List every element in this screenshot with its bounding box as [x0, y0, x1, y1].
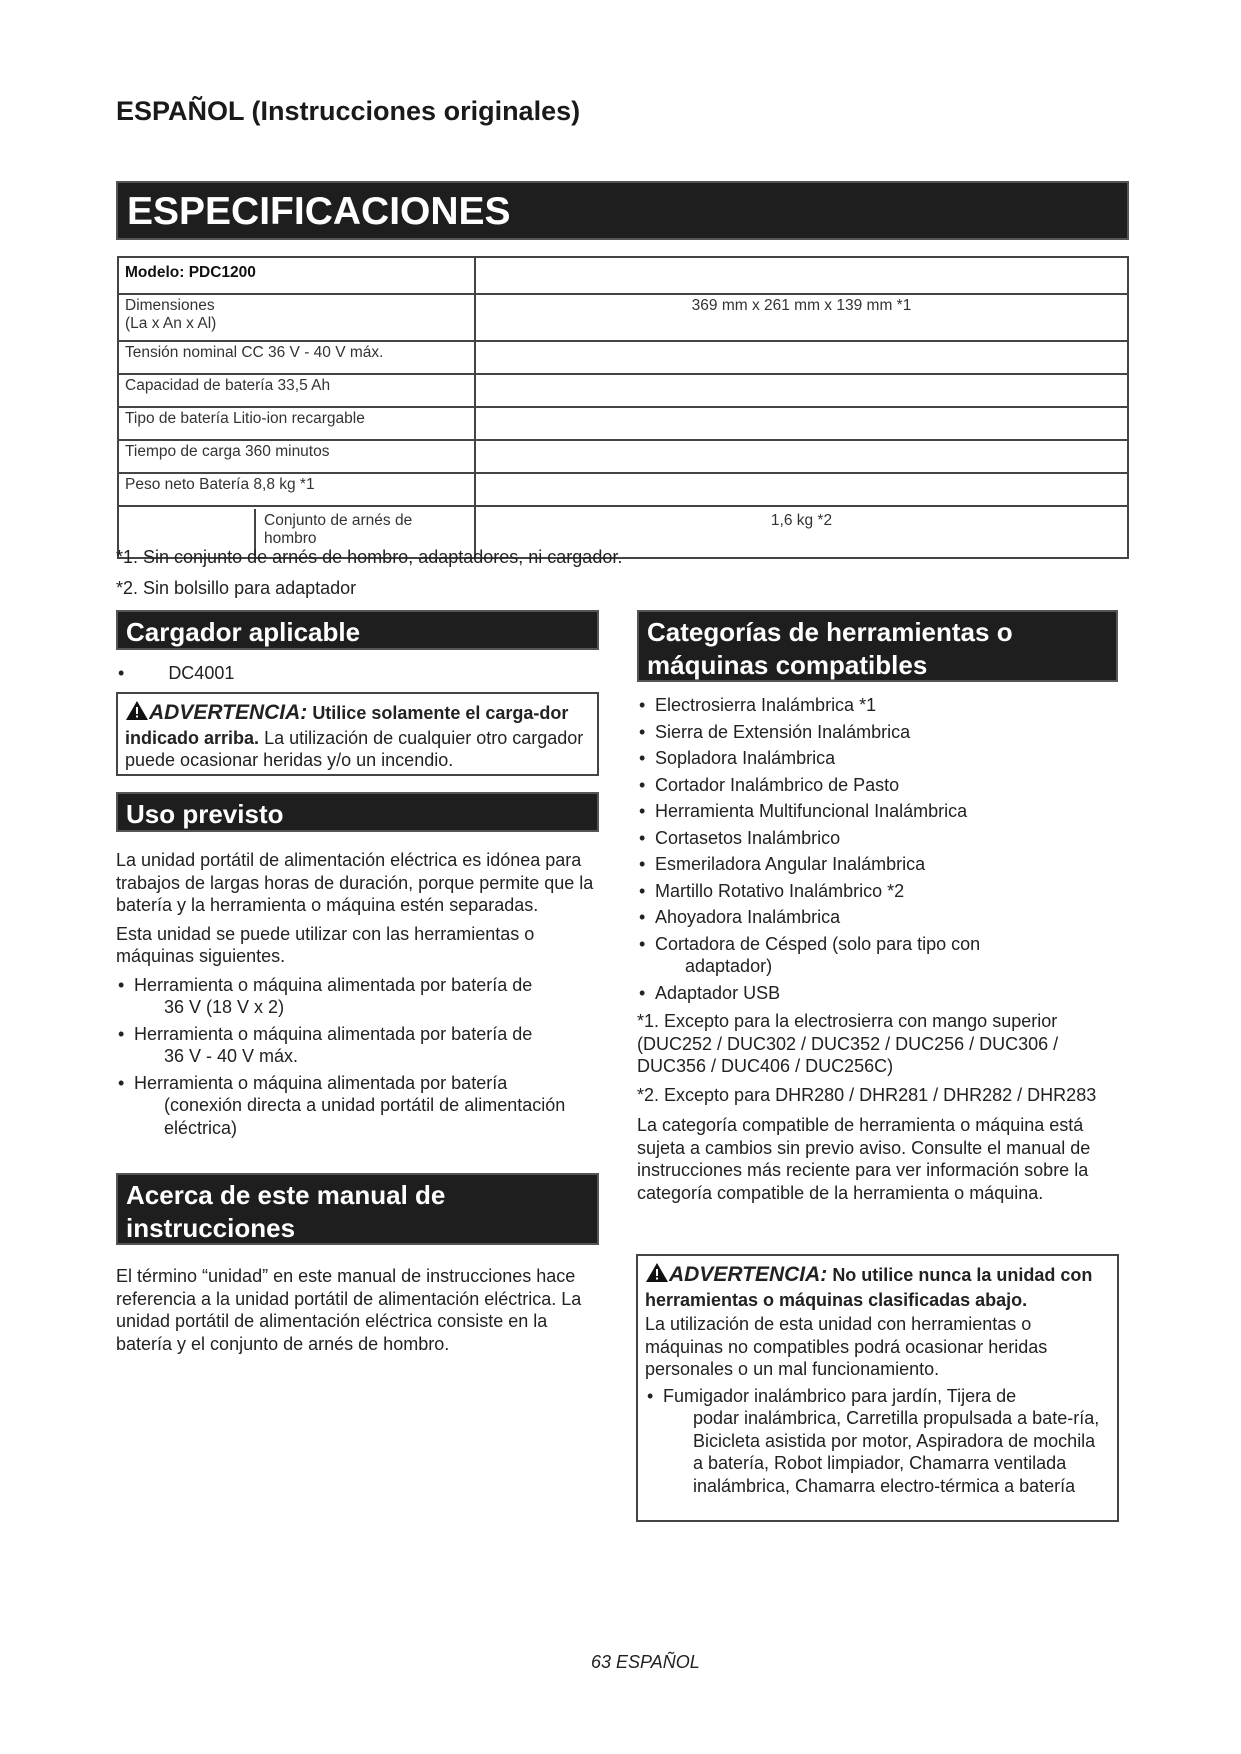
intended-use-paragraph: La unidad portátil de alimentación eléctrica es idónea para trabajos de largas horas de duración, porque permite que la batería y la herramienta o máquina estén separadas. [116, 850, 594, 915]
dimensions-label [118, 294, 475, 341]
battery-type-label: Tipo de batería Litio-ion recargable [118, 407, 475, 440]
warning-text: La utilización de esta unidad con herramientas o máquinas no compatibles podrá ocasionar heridas personales o un mal funcionamiento. [645, 1314, 1048, 1379]
warning-bold-text: No utilice nunca la unidad con herramientas o máquinas clasificadas abajo. [645, 1265, 1093, 1310]
manual-paragraph: El término “unidad” en este manual de instrucciones hace referencia a la unidad portátil de alimentación eléctrica. La unidad portátil de alimentación eléctrica consiste en la batería y el conjunto de arnés de hombro. [116, 1266, 582, 1354]
list-item: • Herramienta o máquina alimentada por batería de 36 V - 40 V máx. [116, 1023, 601, 1068]
model-label: Modelo: PDC1200 [118, 257, 475, 294]
table-row [118, 407, 1128, 440]
net-weight-label: Peso neto Batería 8,8 kg *1 [118, 473, 475, 506]
list-item: • Adaptador USB [637, 982, 1127, 1005]
list-item: • Sierra de Extensión Inalámbrica [637, 721, 1127, 744]
capacity-label: Capacidad de batería 33,5 Ah [118, 374, 475, 407]
charge-time-value [475, 440, 1128, 473]
warning-triangle-icon [125, 700, 149, 727]
categories-body [637, 694, 1127, 1210]
table-row [118, 440, 1128, 473]
table-row [118, 473, 1128, 506]
table-row [118, 294, 1128, 341]
voltage-value [475, 341, 1128, 374]
list-item: • Cortador Inalámbrico de Pasto [637, 774, 1127, 797]
categories-list [637, 694, 1127, 929]
warning-triangle-icon [645, 1262, 669, 1289]
list-item: • Electrosierra Inalámbrica *1 [637, 694, 1127, 717]
categories-list-continued [637, 933, 1127, 1005]
charger-model: DC4001 [168, 663, 235, 683]
spec-footnote-2: *2. Sin bolsillo para adaptador [116, 578, 357, 598]
charge-time-label: Tiempo de carga 360 minutos [118, 440, 475, 473]
table-row [118, 257, 1128, 294]
list-item: • Cortadora de Césped (solo para tipo con adaptador) [637, 933, 1127, 978]
categories-note-2: *2. Excepto para DHR280 / DHR281 / DHR282 / DHR283 [637, 1084, 1097, 1105]
charger-heading: Cargador aplicable [116, 610, 599, 650]
voltage-label: Tensión nominal CC 36 V - 40 V máx. [118, 341, 475, 374]
harness-value: 1,6 kg *2 [475, 506, 1128, 558]
dimensions-label-line1: Dimensiones [125, 297, 215, 314]
page-number: 63 ESPAÑOL [591, 1652, 700, 1672]
charger-list: • DC4001 [118, 663, 235, 683]
table-row [118, 374, 1128, 407]
list-item: • Herramienta o máquina alimentada por batería (conexión directa a unidad portátil de alimentación eléctrica) [116, 1072, 601, 1140]
warning-bold-text: Utilice solamente el carga-dor indicado arriba. [125, 703, 569, 748]
list-item: • Cortasetos Inalámbrico [637, 827, 1127, 850]
list-item: • Martillo Rotativo Inalámbrico *2 [637, 880, 1127, 903]
list-item: • Esmeriladora Angular Inalámbrica [637, 853, 1127, 876]
categories-heading: Categorías de herramientas o máquinas compatibles [637, 610, 1118, 682]
capacity-value [475, 374, 1128, 407]
warning-label: ADVERTENCIA: [669, 1263, 828, 1286]
list-item: • Herramienta Multifuncional Inalámbrica [637, 800, 1127, 823]
manual-heading: Acerca de este manual de instrucciones [116, 1173, 599, 1245]
list-item: • Ahoyadora Inalámbrica [637, 906, 1127, 929]
spec-footnote-1: *1. Sin conjunto de arnés de hombro, adaptadores, ni cargador. [116, 547, 623, 567]
list-item: • Sopladora Inalámbrica [637, 747, 1127, 770]
list-item: • Fumigador inalámbrico para jardín, Tijera de podar inalámbrica, Carretilla propulsada a bate-ría, Bicicleta asistida por motor, Aspiradora de mochila a batería, Robot limpiador, Chamarra ventilada inalámbrica, Chamarra electro-térmica a batería [645, 1385, 1110, 1498]
warning-label: ADVERTENCIA: [149, 701, 308, 724]
intended-use-body [116, 849, 601, 1143]
categories-note-1: *1. Excepto para la electrosierra con mango superior (DUC252 / DUC302 / DUC352 / DUC256 / DUC306 / DUC356 / DUC406 / DUC256C) [637, 1011, 1059, 1076]
specifications-heading: ESPECIFICACIONES [116, 181, 1129, 240]
warning-box-charger [116, 692, 599, 776]
categories-paragraph: La categoría compatible de herramienta o máquina está sujeta a cambios sin previo aviso. Consulte el manual de instrucciones más reciente para ver información sobre la categoría compatible de la herramienta o máquina. [637, 1115, 1091, 1203]
dimensions-value: 369 mm x 261 mm x 139 mm *1 [475, 294, 1128, 341]
net-weight-value [475, 473, 1128, 506]
incompatible-list [645, 1385, 1110, 1498]
model-value [475, 257, 1128, 294]
list-item: • Herramienta o máquina alimentada por batería de 36 V (18 V x 2) [116, 974, 601, 1019]
table-row [118, 341, 1128, 374]
warning-text: La utilización de cualquier otro cargador puede ocasionar heridas y/o un incendio. [125, 727, 584, 770]
specifications-table [117, 256, 1129, 559]
intended-use-paragraph: Esta unidad se puede utilizar con las herramientas o máquinas siguientes. [116, 923, 535, 966]
warning-box-incompatible [636, 1254, 1119, 1522]
intended-use-heading: Uso previsto [116, 792, 599, 832]
dimensions-label-line2: (La x An x Al) [125, 315, 217, 332]
harness-label: Conjunto de arnés de hombro [264, 512, 413, 547]
battery-type-value [475, 407, 1128, 440]
manual-body [116, 1265, 606, 1361]
page-title: ESPAÑOL (Instrucciones originales) [116, 96, 581, 126]
intended-use-list [116, 974, 601, 1140]
